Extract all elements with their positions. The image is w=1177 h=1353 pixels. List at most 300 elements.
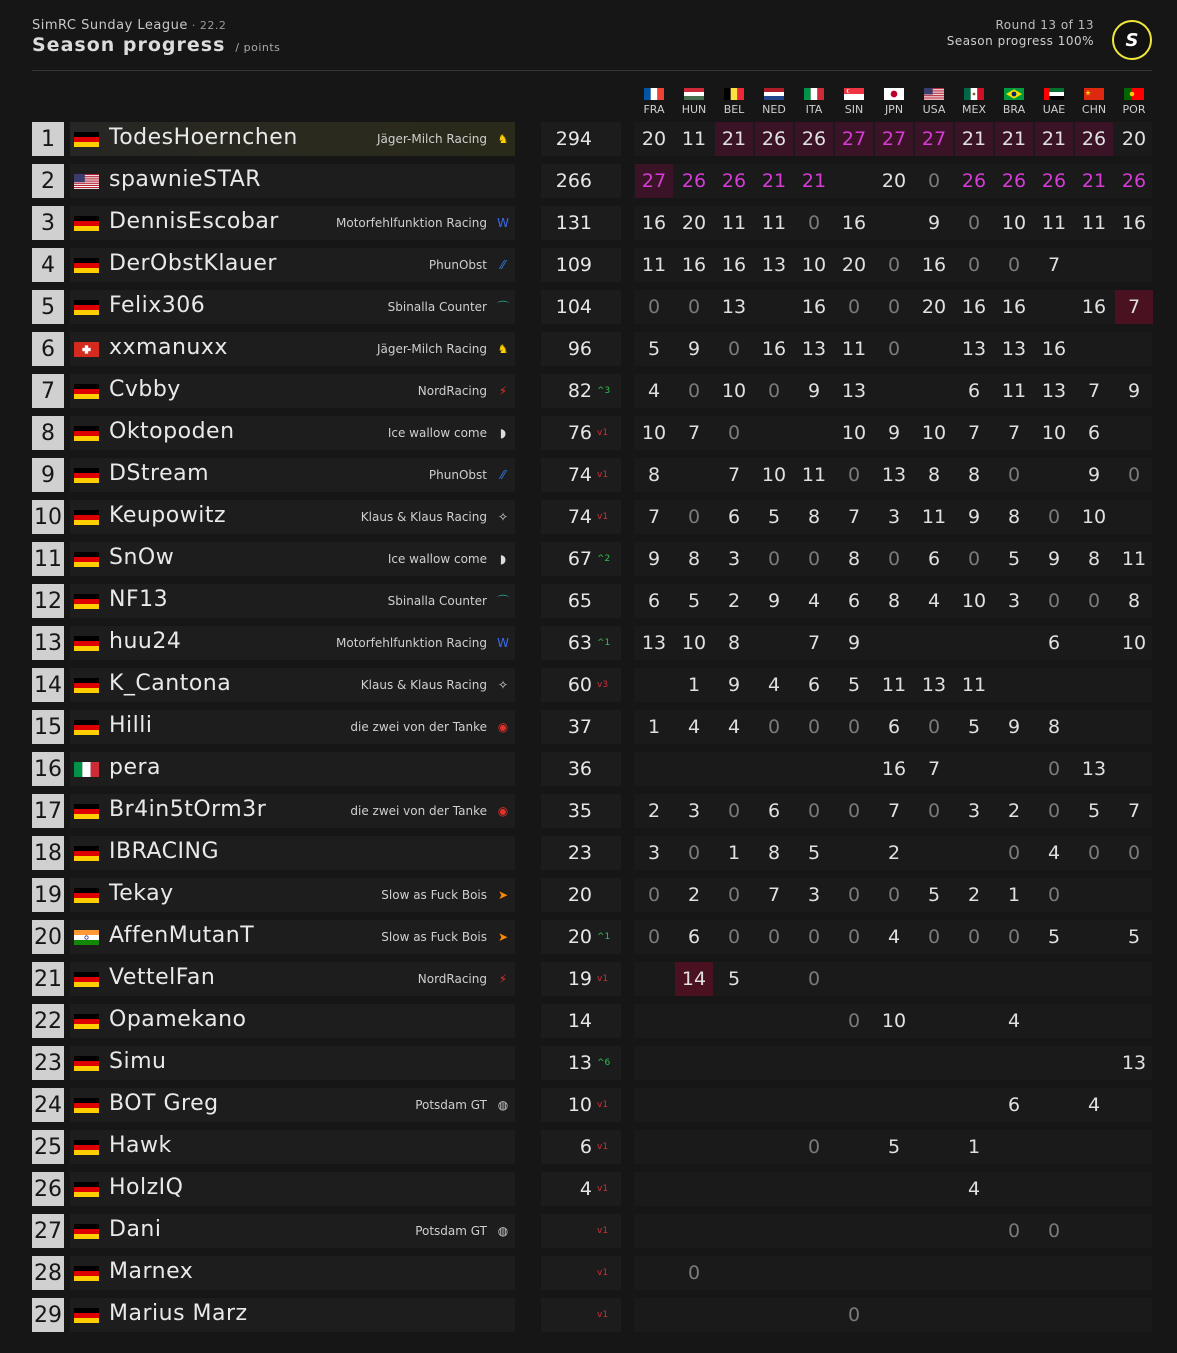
table-row[interactable] xyxy=(32,122,1152,156)
race-result-bra: 6 xyxy=(1007,1094,1021,1116)
race-result-por: 26 xyxy=(1121,170,1147,192)
table-row[interactable] xyxy=(32,164,1152,198)
race-result-bra xyxy=(995,752,1033,786)
race-result-chn: 5 xyxy=(1087,800,1101,822)
points-cell xyxy=(541,458,621,492)
race-result-chn: 8 xyxy=(1087,548,1101,570)
position-badge: 26 xyxy=(32,1172,64,1206)
team-name: Motorfehlfunktion Racing xyxy=(336,216,487,230)
race-result-jpn xyxy=(875,962,913,996)
flag-in-icon xyxy=(74,930,99,945)
race-result-mex xyxy=(955,1046,993,1080)
race-result-uae: 0 xyxy=(1047,758,1061,780)
race-results xyxy=(634,248,1152,282)
driver-name: xxmanuxx xyxy=(109,335,228,360)
race-results xyxy=(634,794,1152,828)
race-results xyxy=(634,416,1152,450)
race-result-uae: 10 xyxy=(1041,422,1067,444)
driver-cell xyxy=(70,122,515,156)
race-results xyxy=(634,668,1152,702)
race-result-jpn: 10 xyxy=(881,1010,907,1032)
table-row[interactable] xyxy=(32,1172,1152,1206)
position-badge: 21 xyxy=(32,962,64,996)
race-result-fra: 13 xyxy=(641,632,667,654)
race-result-usa: 4 xyxy=(927,590,941,612)
race-result-ita: 26 xyxy=(795,122,833,156)
race-results xyxy=(634,584,1152,618)
race-result-hun xyxy=(675,458,713,492)
driver-name: Marnex xyxy=(109,1259,194,1284)
race-result-ned: 7 xyxy=(767,884,781,906)
driver-name: DennisEscobar xyxy=(109,209,279,234)
race-result-uae: 21 xyxy=(1035,122,1073,156)
team-name: Slow as Fuck Bois xyxy=(381,888,487,902)
race-result-mex: 0 xyxy=(967,548,981,570)
driver-name: DerObstKlauer xyxy=(109,251,277,276)
race-result-bra: 8 xyxy=(1007,506,1021,528)
race-result-mex: 10 xyxy=(961,590,987,612)
race-result-usa: 7 xyxy=(927,758,941,780)
race-result-hun: 7 xyxy=(687,422,701,444)
race-result-bra xyxy=(995,668,1033,702)
race-result-bel: 9 xyxy=(727,674,741,696)
merc-logo-icon: ✧ xyxy=(497,510,509,524)
race-result-bra: 0 xyxy=(1007,254,1021,276)
race-result-ned: 21 xyxy=(761,170,787,192)
race-result-ned: 8 xyxy=(767,842,781,864)
race-code: BEL xyxy=(723,103,745,116)
table-row[interactable] xyxy=(32,458,1152,492)
race-result-por xyxy=(1115,416,1153,450)
race-result-fra xyxy=(635,962,673,996)
race-result-mex: 2 xyxy=(967,884,981,906)
race-result-jpn: 0 xyxy=(887,296,901,318)
race-result-hun xyxy=(675,1130,713,1164)
race-result-fra: 1 xyxy=(647,716,661,738)
alfa-logo-icon: ◍ xyxy=(497,1224,509,1238)
race-code: USA xyxy=(922,103,946,116)
table-row[interactable] xyxy=(32,248,1152,282)
page-title: Season progress / points xyxy=(32,34,281,56)
total-points: 76 xyxy=(567,422,592,444)
race-code: NED xyxy=(762,103,786,116)
driver-cell xyxy=(70,1046,515,1080)
race-result-chn: 10 xyxy=(1081,506,1107,528)
race-result-uae: 0 xyxy=(1047,884,1061,906)
flag-de-icon xyxy=(74,720,99,735)
table-row[interactable] xyxy=(32,542,1152,576)
race-result-jpn: 7 xyxy=(887,800,901,822)
position-badge: 5 xyxy=(32,290,64,324)
race-result-por: 11 xyxy=(1121,548,1147,570)
total-points: 20 xyxy=(567,884,592,906)
position-change: v3 xyxy=(597,680,609,690)
team-name: Klaus & Klaus Racing xyxy=(360,678,487,692)
table-row[interactable] xyxy=(32,500,1152,534)
race-result-por: 7 xyxy=(1115,290,1153,324)
race-result-por: 8 xyxy=(1127,590,1141,612)
race-result-bel xyxy=(715,752,753,786)
race-result-chn xyxy=(1075,962,1113,996)
table-row[interactable] xyxy=(32,1256,1152,1290)
race-result-sin xyxy=(835,1256,873,1290)
race-result-usa xyxy=(915,1256,953,1290)
race-result-mex: 16 xyxy=(961,296,987,318)
flag-de-icon xyxy=(74,846,99,861)
race-result-usa xyxy=(915,1298,953,1332)
race-result-mex xyxy=(955,752,993,786)
table-row[interactable] xyxy=(32,710,1152,744)
race-result-ned: 13 xyxy=(761,254,787,276)
driver-cell xyxy=(70,1214,515,1248)
race-result-usa: 6 xyxy=(927,548,941,570)
round-indicator: Round 13 of 13 xyxy=(995,18,1094,32)
position-change: v1 xyxy=(597,1226,609,1236)
driver-cell xyxy=(70,374,515,408)
table-row[interactable] xyxy=(32,794,1152,828)
position-badge: 29 xyxy=(32,1298,64,1332)
race-code: FRA xyxy=(643,103,665,116)
team-name: NordRacing xyxy=(417,972,487,986)
points-cell xyxy=(541,794,621,828)
race-result-fra xyxy=(635,668,673,702)
table-row[interactable] xyxy=(32,1214,1152,1248)
season-progress: Season progress 100% xyxy=(946,34,1094,48)
table-row[interactable] xyxy=(32,626,1152,660)
race-result-mex xyxy=(955,1004,993,1038)
race-result-usa xyxy=(915,836,953,870)
driver-name: BOT Greg xyxy=(109,1091,219,1116)
race-result-fra: 11 xyxy=(641,254,667,276)
race-result-bel: 16 xyxy=(721,254,747,276)
race-result-hun: 26 xyxy=(681,170,707,192)
driver-name: Oktopoden xyxy=(109,419,235,444)
race-result-uae: 4 xyxy=(1047,842,1061,864)
table-row[interactable] xyxy=(32,878,1152,912)
table-row[interactable] xyxy=(32,332,1152,366)
table-row[interactable] xyxy=(32,206,1152,240)
position-badge: 11 xyxy=(32,542,64,576)
race-result-bra: 0 xyxy=(1007,842,1021,864)
race-result-jpn xyxy=(875,626,913,660)
race-results xyxy=(634,626,1152,660)
race-result-chn xyxy=(1075,248,1113,282)
position-change: v1 xyxy=(597,1184,609,1194)
points-cell xyxy=(541,332,621,366)
driver-cell xyxy=(70,962,515,996)
race-result-fra xyxy=(635,1256,673,1290)
race-result-jpn: 0 xyxy=(887,338,901,360)
race-result-bel xyxy=(715,1004,753,1038)
race-result-bra xyxy=(995,1256,1033,1290)
flag-de-icon xyxy=(74,552,99,567)
driver-name: AffenMutanT xyxy=(109,923,255,948)
driver-name: Opamekano xyxy=(109,1007,247,1032)
race-result-fra xyxy=(635,1298,673,1332)
total-points: 60 xyxy=(567,674,592,696)
table-row[interactable] xyxy=(32,668,1152,702)
race-result-sin: 27 xyxy=(835,122,873,156)
race-result-ned xyxy=(755,416,793,450)
race-result-chn: 0 xyxy=(1087,590,1101,612)
total-points: 19 xyxy=(567,968,592,990)
race-result-ned xyxy=(755,1088,793,1122)
race-result-bel: 0 xyxy=(727,422,741,444)
race-result-hun: 14 xyxy=(675,962,713,996)
table-row[interactable] xyxy=(32,290,1152,324)
race-result-sin xyxy=(835,752,873,786)
race-result-por: 0 xyxy=(1127,842,1141,864)
race-result-uae: 5 xyxy=(1047,926,1061,948)
driver-name: Cvbby xyxy=(109,377,181,402)
race-result-fra xyxy=(635,1214,673,1248)
race-result-usa: 0 xyxy=(927,800,941,822)
points-cell xyxy=(541,584,621,618)
race-result-por xyxy=(1115,1004,1153,1038)
race-result-bra xyxy=(995,962,1033,996)
table-row[interactable] xyxy=(32,752,1152,786)
team-name: die zwei von der Tanke xyxy=(350,804,487,818)
race-result-bra: 13 xyxy=(1001,338,1027,360)
race-result-hun: 6 xyxy=(687,926,701,948)
race-result-bra: 0 xyxy=(1007,1220,1021,1242)
total-points: 294 xyxy=(555,128,592,150)
driver-cell xyxy=(70,290,515,324)
position-badge: 20 xyxy=(32,920,64,954)
race-result-bel: 8 xyxy=(727,632,741,654)
total-points: 23 xyxy=(567,842,592,864)
race-result-sin: 11 xyxy=(841,338,867,360)
race-result-sin: 0 xyxy=(847,1010,861,1032)
at-logo-icon: ◗ xyxy=(499,426,507,440)
race-result-hun: 16 xyxy=(681,254,707,276)
race-result-fra: 0 xyxy=(647,884,661,906)
race-result-hun xyxy=(675,752,713,786)
race-result-mex xyxy=(955,626,993,660)
table-row[interactable] xyxy=(32,1046,1152,1080)
race-result-ned: 4 xyxy=(767,674,781,696)
race-result-uae xyxy=(1035,1298,1073,1332)
race-results xyxy=(634,1256,1152,1290)
race-result-ita: 3 xyxy=(807,884,821,906)
race-result-jpn xyxy=(875,1298,913,1332)
points-cell xyxy=(541,1088,621,1122)
race-result-ita: 6 xyxy=(807,674,821,696)
race-result-chn: 0 xyxy=(1087,842,1101,864)
points-cell xyxy=(541,710,621,744)
race-result-usa xyxy=(915,1004,953,1038)
race-result-ned xyxy=(755,1004,793,1038)
race-result-mex: 8 xyxy=(967,464,981,486)
flag-ch-icon xyxy=(74,342,99,357)
table-row[interactable] xyxy=(32,1088,1152,1122)
table-row[interactable] xyxy=(32,962,1152,996)
position-badge: 3 xyxy=(32,206,64,240)
race-result-por xyxy=(1115,1256,1153,1290)
race-result-ita xyxy=(795,1172,833,1206)
table-row[interactable] xyxy=(32,920,1152,954)
race-result-hun: 4 xyxy=(687,716,701,738)
race-result-usa xyxy=(915,374,953,408)
table-row[interactable] xyxy=(32,374,1152,408)
race-result-usa xyxy=(915,962,953,996)
points-cell xyxy=(541,374,621,408)
race-result-uae xyxy=(1035,290,1073,324)
table-row[interactable] xyxy=(32,1130,1152,1164)
race-result-chn xyxy=(1075,332,1113,366)
race-result-por xyxy=(1115,1172,1153,1206)
table-row[interactable] xyxy=(32,1004,1152,1038)
race-result-bel: 0 xyxy=(727,338,741,360)
race-result-fra: 9 xyxy=(647,548,661,570)
race-result-jpn: 3 xyxy=(887,506,901,528)
race-results xyxy=(634,500,1152,534)
total-points: 20 xyxy=(567,926,592,948)
race-result-sin: 9 xyxy=(847,632,861,654)
driver-name: Hilli xyxy=(109,713,153,738)
race-result-mex: 3 xyxy=(967,800,981,822)
total-points: 63 xyxy=(567,632,592,654)
driver-cell xyxy=(70,1172,515,1206)
race-result-jpn: 13 xyxy=(881,464,907,486)
position-badge: 16 xyxy=(32,752,64,786)
position-change: v1 xyxy=(597,1100,609,1110)
race-result-hun: 1 xyxy=(687,674,701,696)
race-result-ita: 7 xyxy=(807,632,821,654)
race-results xyxy=(634,1088,1152,1122)
race-result-ita: 0 xyxy=(807,926,821,948)
flag-de-icon xyxy=(74,594,99,609)
driver-name: Keupowitz xyxy=(109,503,227,528)
points-cell xyxy=(541,164,621,198)
driver-cell xyxy=(70,332,515,366)
race-result-mex xyxy=(955,1088,993,1122)
flag-de-icon xyxy=(74,468,99,483)
total-points: 4 xyxy=(579,1178,592,1200)
race-result-jpn: 2 xyxy=(887,842,901,864)
table-row[interactable] xyxy=(32,1298,1152,1332)
race-results xyxy=(634,1046,1152,1080)
flag-de-icon xyxy=(74,132,99,147)
race-result-uae xyxy=(1035,1256,1073,1290)
points-cell xyxy=(541,626,621,660)
race-result-sin xyxy=(835,164,873,198)
driver-cell xyxy=(70,416,515,450)
race-result-hun: 0 xyxy=(687,506,701,528)
race-result-usa xyxy=(915,1214,953,1248)
points-cell xyxy=(541,1130,621,1164)
driver-cell xyxy=(70,458,515,492)
race-result-ned xyxy=(755,1298,793,1332)
position-badge: 23 xyxy=(32,1046,64,1080)
position-badge: 8 xyxy=(32,416,64,450)
redbull-logo-icon: ⚡ xyxy=(498,972,508,986)
race-result-fra: 0 xyxy=(647,926,661,948)
position-badge: 15 xyxy=(32,710,64,744)
race-result-sin: 16 xyxy=(841,212,867,234)
race-result-sin: 0 xyxy=(847,296,861,318)
points-cell xyxy=(541,920,621,954)
driver-cell xyxy=(70,1004,515,1038)
driver-name: HolzIQ xyxy=(109,1175,184,1200)
race-result-fra: 5 xyxy=(647,338,661,360)
points-cell xyxy=(541,1256,621,1290)
position-change: v1 xyxy=(597,974,609,984)
race-result-ita: 11 xyxy=(801,464,827,486)
race-result-ned: 0 xyxy=(767,548,781,570)
race-result-hun: 0 xyxy=(687,842,701,864)
team-name: Slow as Fuck Bois xyxy=(381,930,487,944)
race-results xyxy=(634,458,1152,492)
race-result-bra xyxy=(995,1298,1033,1332)
position-badge: 4 xyxy=(32,248,64,282)
race-result-chn xyxy=(1075,1298,1113,1332)
ferrari-logo-icon: ♞ xyxy=(497,342,509,356)
race-result-sin: 5 xyxy=(847,674,861,696)
driver-cell xyxy=(70,1130,515,1164)
redbull-logo-icon: ⚡ xyxy=(498,384,508,398)
race-result-ned: 11 xyxy=(761,212,787,234)
table-row[interactable] xyxy=(32,584,1152,618)
position-badge: 9 xyxy=(32,458,64,492)
race-result-bra: 16 xyxy=(1001,296,1027,318)
race-result-mex: 1 xyxy=(967,1136,981,1158)
race-result-mex: 21 xyxy=(955,122,993,156)
alpine-logo-icon: ⁄⁄ xyxy=(500,258,505,272)
race-result-uae xyxy=(1035,962,1073,996)
race-result-jpn xyxy=(875,206,913,240)
race-code: UAE xyxy=(1042,103,1066,116)
race-result-hun: 3 xyxy=(687,800,701,822)
race-result-ned xyxy=(755,1046,793,1080)
race-result-usa xyxy=(915,626,953,660)
driver-cell xyxy=(70,206,515,240)
race-result-sin: 13 xyxy=(841,380,867,402)
race-result-mex xyxy=(955,1256,993,1290)
race-result-uae: 7 xyxy=(1047,254,1061,276)
race-result-sin xyxy=(835,836,873,870)
race-code: ITA xyxy=(805,103,823,116)
race-result-chn: 11 xyxy=(1081,212,1107,234)
race-result-fra: 27 xyxy=(635,164,673,198)
race-result-fra xyxy=(635,1172,673,1206)
alpine-logo-icon: ⁄⁄ xyxy=(500,468,505,482)
race-result-bel xyxy=(715,1214,753,1248)
race-result-jpn: 0 xyxy=(887,548,901,570)
race-result-por xyxy=(1115,332,1153,366)
race-result-uae xyxy=(1035,458,1073,492)
race-result-por: 10 xyxy=(1121,632,1147,654)
position-badge: 7 xyxy=(32,374,64,408)
table-row[interactable] xyxy=(32,836,1152,870)
points-cell xyxy=(541,962,621,996)
table-row[interactable] xyxy=(32,416,1152,450)
flag-de-icon xyxy=(74,972,99,987)
league-version: · 22.2 xyxy=(191,19,227,32)
race-result-sin xyxy=(835,1088,873,1122)
position-change: ^3 xyxy=(597,386,611,396)
race-result-sin xyxy=(835,1130,873,1164)
points-cell xyxy=(541,248,621,282)
race-result-usa: 0 xyxy=(927,926,941,948)
race-results xyxy=(634,836,1152,870)
race-result-mex xyxy=(955,836,993,870)
race-result-bra xyxy=(995,1172,1033,1206)
team-name: PhunObst xyxy=(428,468,487,482)
race-result-usa xyxy=(915,1172,953,1206)
flag-de-icon xyxy=(74,678,99,693)
team-name: Potsdam GT xyxy=(415,1098,487,1112)
